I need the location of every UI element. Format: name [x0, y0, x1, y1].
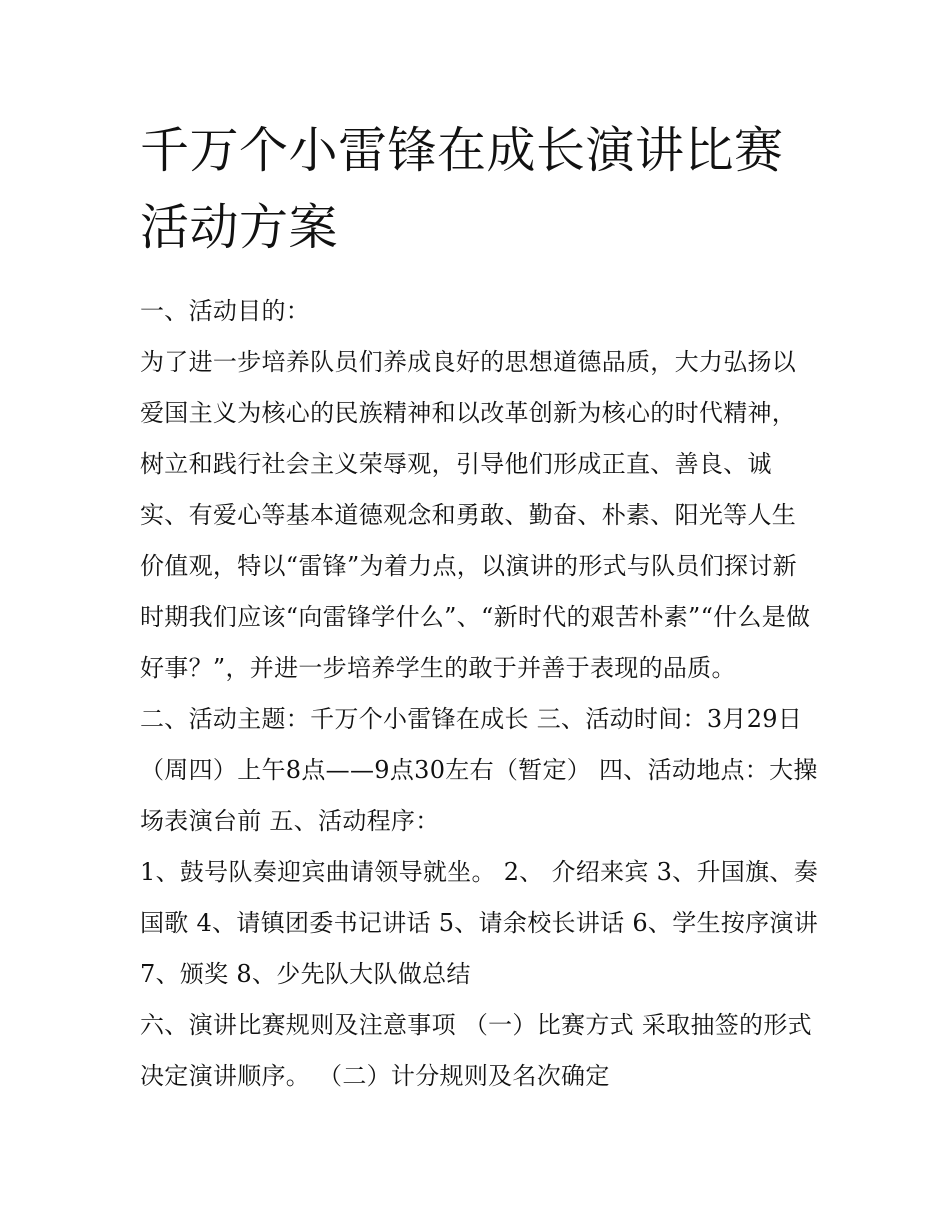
- section-theme-time-place: 二、活动主题：千万个小雷锋在成长 三、活动时间：3月29日（周四）上午8点——9点30左右（暂定） 四、活动地点：大操场表演台前 五、活动程序：: [140, 705, 818, 835]
- section-purpose-heading: 一、活动目的：: [140, 297, 311, 325]
- section-purpose-text: 为了进一步培养队员们养成良好的思想道德品质，大力弘扬以爱国主义为核心的民族精神和以改革创新为核心的时代精神，树立和践行社会主义荣辱观，引导他们形成正直、善良、诚实、有爱心等基本道德观念和勇敢、勤奋、朴素、阳光等人生价值观，特以“雷锋”为着力点，以演讲的形式与队员们探讨新时期我们应该“向雷锋学什么”、“新时代的艰苦朴素”“什么是做好事？”，并进一步培养学生的敢于并善于表现的品质。: [140, 348, 811, 682]
- section-rules: 六、演讲比赛规则及注意事项 （一）比赛方式 采取抽签的形式决定演讲顺序。 （二）计分规则及名次确定: [140, 1011, 812, 1090]
- document-title: 千万个小雷锋在成长演讲比赛活动方案: [140, 122, 784, 256]
- document-body: [140, 286, 820, 1102]
- document-page: [140, 112, 820, 1102]
- section-program-list: 1、鼓号队奏迎宾曲请领导就坐。 2、 介绍来宾 3、升国旗、奏国歌 4、请镇团委书记讲话 5、请余校长讲话 6、学生按序演讲 7、颁奖 8、少先队大队做总结: [140, 858, 818, 988]
